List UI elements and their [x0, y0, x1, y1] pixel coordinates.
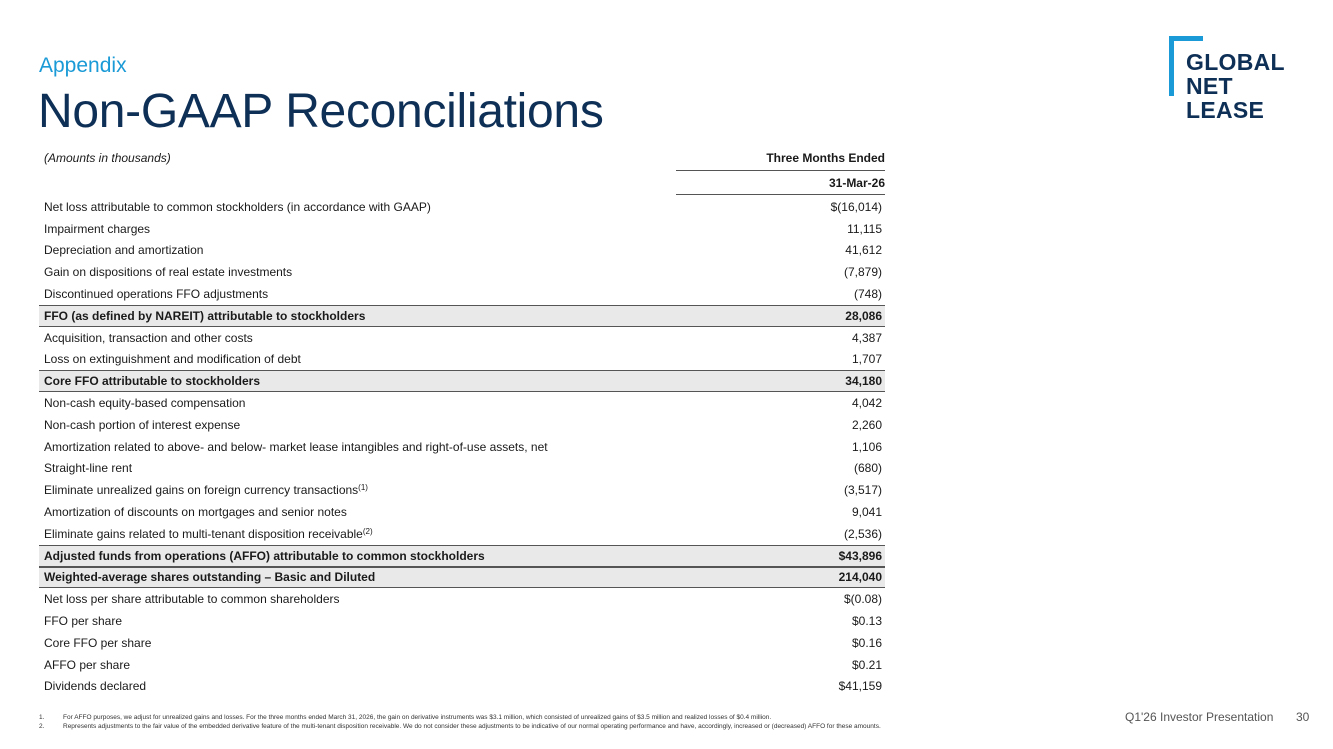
logo-line-3: LEASE — [1186, 97, 1265, 123]
table-row — [39, 414, 885, 436]
row-value: $41,159 — [838, 679, 882, 694]
table-row — [39, 545, 885, 567]
logo-bracket-icon — [1169, 36, 1174, 96]
row-label-wrap — [44, 592, 339, 606]
row-label-wrap — [44, 636, 151, 650]
row-label: Eliminate unrealized gains on foreign currency transactions — [44, 483, 359, 498]
table-row — [39, 327, 885, 349]
table-row — [39, 654, 885, 676]
row-label: Impairment charges — [44, 221, 151, 236]
section-label: Appendix — [39, 54, 127, 77]
row-label-wrap — [44, 287, 268, 301]
table-row — [39, 240, 885, 262]
table-row — [39, 349, 885, 371]
row-value: 28,086 — [845, 308, 882, 323]
row-label: Non-cash equity-based compensation — [44, 396, 246, 411]
row-label-wrap — [44, 614, 122, 628]
row-value: (3,517) — [843, 483, 882, 498]
row-label: Net loss per share attributable to common shareholders — [44, 592, 340, 607]
row-label-wrap — [44, 200, 431, 214]
table-row — [39, 479, 885, 501]
row-label: Eliminate gains related to multi-tenant disposition receivable — [44, 526, 363, 541]
row-label-wrap — [44, 570, 375, 584]
units-note: (Amounts in thousands) — [44, 151, 171, 165]
row-label-wrap — [44, 265, 292, 279]
row-label: Non-cash portion of interest expense — [44, 417, 241, 432]
table-row — [39, 392, 885, 414]
row-label: Gain on dispositions of real estate investments — [44, 265, 293, 280]
row-label-wrap — [44, 505, 347, 519]
row-value: 4,042 — [851, 396, 882, 411]
row-value: $0.13 — [851, 614, 882, 629]
row-label: Core FFO per share — [44, 635, 152, 650]
row-value: (748) — [853, 287, 882, 302]
table-row — [39, 261, 885, 283]
row-label-wrap — [44, 396, 245, 410]
row-label-wrap — [44, 440, 548, 454]
table-row — [39, 501, 885, 523]
row-label: Dividends declared — [44, 679, 147, 694]
footnote-number: 2. — [39, 723, 45, 730]
page-number: 30 — [1296, 710, 1310, 724]
row-label: Amortization related to above- and below- market lease intangibles and right-of-use assets, net — [44, 439, 548, 454]
column-period: 31-Mar-26 — [676, 176, 885, 195]
row-value: 4,387 — [851, 330, 882, 345]
row-value: (2,536) — [843, 526, 882, 541]
table-row — [39, 458, 885, 480]
footnote-text: Represents adjustments to the fair value of the embedded derivative feature of the multi-tenant disposition receivable. We do not consider these adjustments to be indicative of our normal operating performance and have, accordingly, increased or (decreased) AFFO for these amounts. — [63, 723, 881, 730]
table-row — [39, 523, 885, 545]
footnote-number: 1. — [39, 714, 45, 721]
logo-line-2: NET — [1186, 73, 1233, 99]
row-label: Amortization of discounts on mortgages and senior notes — [44, 505, 347, 520]
table-row — [39, 588, 885, 610]
footnote-ref: (1) — [358, 483, 368, 493]
row-value: 2,260 — [851, 417, 882, 432]
row-value: $0.21 — [851, 657, 882, 672]
row-label-wrap — [44, 352, 301, 366]
row-value: 1,106 — [851, 439, 882, 454]
page-title: Non-GAAP Reconciliations — [38, 85, 604, 138]
row-label-wrap — [44, 461, 132, 475]
row-value: $0.16 — [851, 635, 882, 650]
row-label: Weighted-average shares outstanding – Basic and Diluted — [44, 570, 376, 585]
logo-wordmark — [1186, 50, 1285, 122]
footnote — [39, 722, 1129, 731]
row-label: FFO (as defined by NAREIT) attributable to stockholders — [44, 308, 366, 323]
row-label: Discontinued operations FFO adjustments — [44, 287, 269, 302]
row-value: 214,040 — [838, 570, 882, 585]
row-label-wrap — [44, 331, 253, 345]
table-row — [39, 283, 885, 305]
table-row — [39, 676, 885, 698]
row-label-wrap — [44, 222, 150, 236]
row-value: (7,879) — [843, 265, 882, 280]
row-label: Adjusted funds from operations (AFFO) attributable to common stockholders — [44, 548, 485, 563]
row-label-wrap — [44, 658, 130, 672]
row-value: $43,896 — [838, 548, 882, 563]
table-row — [39, 567, 885, 589]
row-label: Net loss attributable to common stockholders (in accordance with GAAP) — [44, 199, 431, 214]
table-row — [39, 436, 885, 458]
table-row — [39, 632, 885, 654]
row-label: Core FFO attributable to stockholders — [44, 374, 261, 389]
row-value: 41,612 — [845, 243, 882, 258]
table-row — [39, 610, 885, 632]
footnote-ref: (2) — [362, 526, 373, 536]
table-row — [39, 218, 885, 240]
row-label-wrap — [44, 549, 485, 563]
footnotes — [39, 713, 1129, 731]
row-label-wrap — [44, 374, 260, 388]
logo-line-1: GLOBAL — [1186, 49, 1285, 75]
row-label: Acquisition, transaction and other costs — [44, 330, 253, 345]
column-header: Three Months Ended — [676, 151, 885, 171]
row-value: $(0.08) — [843, 592, 882, 607]
footnote-text: For AFFO purposes, we adjust for unrealized gains and losses. For the three months ended March 31, 2026, the gain on derivative instruments was $3.1 million, which consisted of unrealized gains of $3.5 million and realized losses of $0.4 million. — [63, 714, 772, 721]
company-logo — [1169, 36, 1309, 126]
row-label: Straight-line rent — [44, 461, 133, 476]
footnote — [39, 713, 1129, 722]
row-label: Depreciation and amortization — [44, 243, 204, 258]
table-row — [39, 370, 885, 392]
table-row — [39, 196, 885, 218]
row-label-wrap — [44, 309, 365, 323]
row-value: 11,115 — [847, 221, 882, 236]
row-label-wrap — [44, 243, 203, 257]
row-label-wrap — [44, 483, 368, 497]
reconciliation-table — [39, 196, 885, 697]
row-label-wrap — [44, 679, 146, 693]
row-value: 1,707 — [851, 352, 882, 367]
row-label: FFO per share — [44, 614, 123, 629]
row-value: 9,041 — [851, 505, 882, 520]
row-value: (680) — [853, 461, 882, 476]
presentation-label: Q1'26 Investor Presentation — [1125, 710, 1274, 724]
table-row — [39, 305, 885, 327]
row-label: Loss on extinguishment and modification of debt — [44, 352, 301, 367]
logo-bracket-top — [1169, 36, 1203, 41]
row-label-wrap — [44, 418, 240, 432]
row-label-wrap — [44, 527, 373, 541]
row-label: AFFO per share — [44, 657, 131, 672]
row-value: 34,180 — [845, 374, 882, 389]
row-value: $(16,014) — [830, 199, 882, 214]
